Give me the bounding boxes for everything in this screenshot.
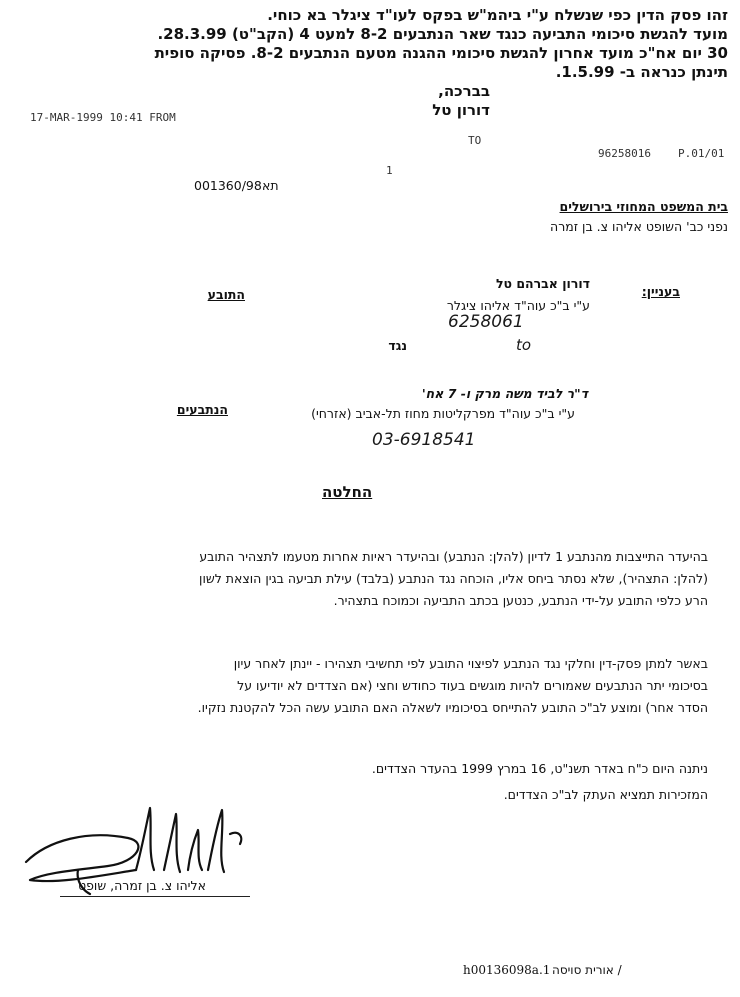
cover-note-signer: דורון טל	[432, 101, 490, 119]
plaintiff-name: דורון אברהם טל	[495, 276, 590, 291]
paragraph-2-line-1: באשר למתן פסק-דין וחלקי נגד הנתבע לפיצוי התובע לפי תחשיבי תצהירו - יינתן לאחר עיון	[233, 656, 708, 671]
paragraph-1-line-3: הרע כלפי התובע על-ידי הנתבע, כנטען בכתב התביעה וכמוכח בתצהיר.	[333, 593, 708, 608]
footer-typist: / אורית סויסה	[552, 963, 622, 977]
given-date-line: ניתנה היום כ"ח באדר תשנ"ט, 16 במרץ 1999 בהעדר הצדדים.	[371, 761, 708, 776]
cover-note-line-4: תינתן כנראה ב- 1.5.99.	[555, 63, 728, 81]
decision-heading: החלטה	[322, 483, 373, 501]
fax-date-time: 17-MAR-1999 10:41 FROM	[30, 111, 176, 124]
case-prefix: תא	[262, 178, 279, 193]
defendants-role: הנתבעים	[176, 402, 228, 417]
footer-file-ref: h00136098a.1	[463, 963, 551, 977]
decision-paragraph-2	[28, 653, 708, 719]
fax-to: TO	[468, 134, 482, 147]
defendant-name: ד"ר לביד משה מרק ו- 7 אח'	[421, 386, 588, 401]
plaintiff-phone-handwritten: 6258061	[448, 312, 524, 332]
paragraph-2-line-2: בסיכומי יתר הנתבעים שאמורים להיות מוגשים בעוד כחודש וחצי (אם הצדדים לא יודיעו על	[237, 678, 708, 693]
handwritten-to: to	[516, 336, 532, 354]
fax-number: 96258016	[598, 147, 651, 160]
fax-sheet-number: 1	[386, 164, 393, 177]
court-name: בית המשפט המחוזי בירושלים	[559, 199, 728, 214]
paragraph-2-line-3: הסדר אחר) ומוצע לב"כ התובע להתייחס בסיכומיו לשאלה האם התובע עשה הכל להקטנת נזקיו.	[197, 700, 708, 715]
versus-label: נגד	[388, 338, 407, 353]
paragraph-1-line-1: בהיעדר התייצבות מהנתבע 1 לדיון (להלן: הנתבע) ובהיעדר ראיות אחרות מטעמו לתצהיר התובע	[199, 549, 708, 564]
judge-signature-name: אליהו צ. בן זמרה, שופט	[78, 878, 206, 893]
defendant-counsel: ע"י ב"כ עוה"ד מפרקליטות מחוז תל-אביב (אזרחי)	[311, 406, 575, 421]
fax-page: P.01/01	[678, 147, 725, 160]
cover-note-line-2: מועד להגשת סיכומי התביעה כנגד שאר הנתבעים 8-2 למעט 4 (הקב"ט) 28.3.99.	[157, 25, 728, 43]
judge-line: נפני כב' השופט אליהו צ. בן זמרה	[550, 219, 728, 234]
cover-note-line-3: 30 יום אח"כ מועד אחרון להגשת סיכומי ההגנה מטעם הנתבעים 8-2. פסיקה סופית	[154, 44, 728, 62]
case-number: 001360/98	[194, 178, 262, 193]
paragraph-1-line-2: (להלן: התצהיר), שלא נסתר ביחס אליו, הוכחה נגד הנתבע (בלבד) עילת תביעה בגין הוצאת לשון	[199, 571, 708, 586]
defendant-phone-handwritten: 03-6918541	[372, 430, 476, 450]
plaintiff-counsel: ע"י ב"כ עוה"ד אליהו ציגלר	[446, 298, 590, 313]
plaintiff-role: התובע	[207, 287, 245, 302]
signature-line	[60, 896, 250, 897]
in-re-label: בעניין:	[641, 284, 680, 299]
registry-line: המזכירות תמציא העתק לב"כ הצדדים.	[503, 787, 708, 802]
cover-note-line-1: זהו פסק הדין כפי שנשלח ע"י ביהמ"ש בפקס לעו"ד ציגלר בא כוחי.	[267, 6, 728, 24]
decision-paragraph-1	[28, 546, 708, 612]
cover-note-closing: בברכה,	[438, 82, 490, 100]
